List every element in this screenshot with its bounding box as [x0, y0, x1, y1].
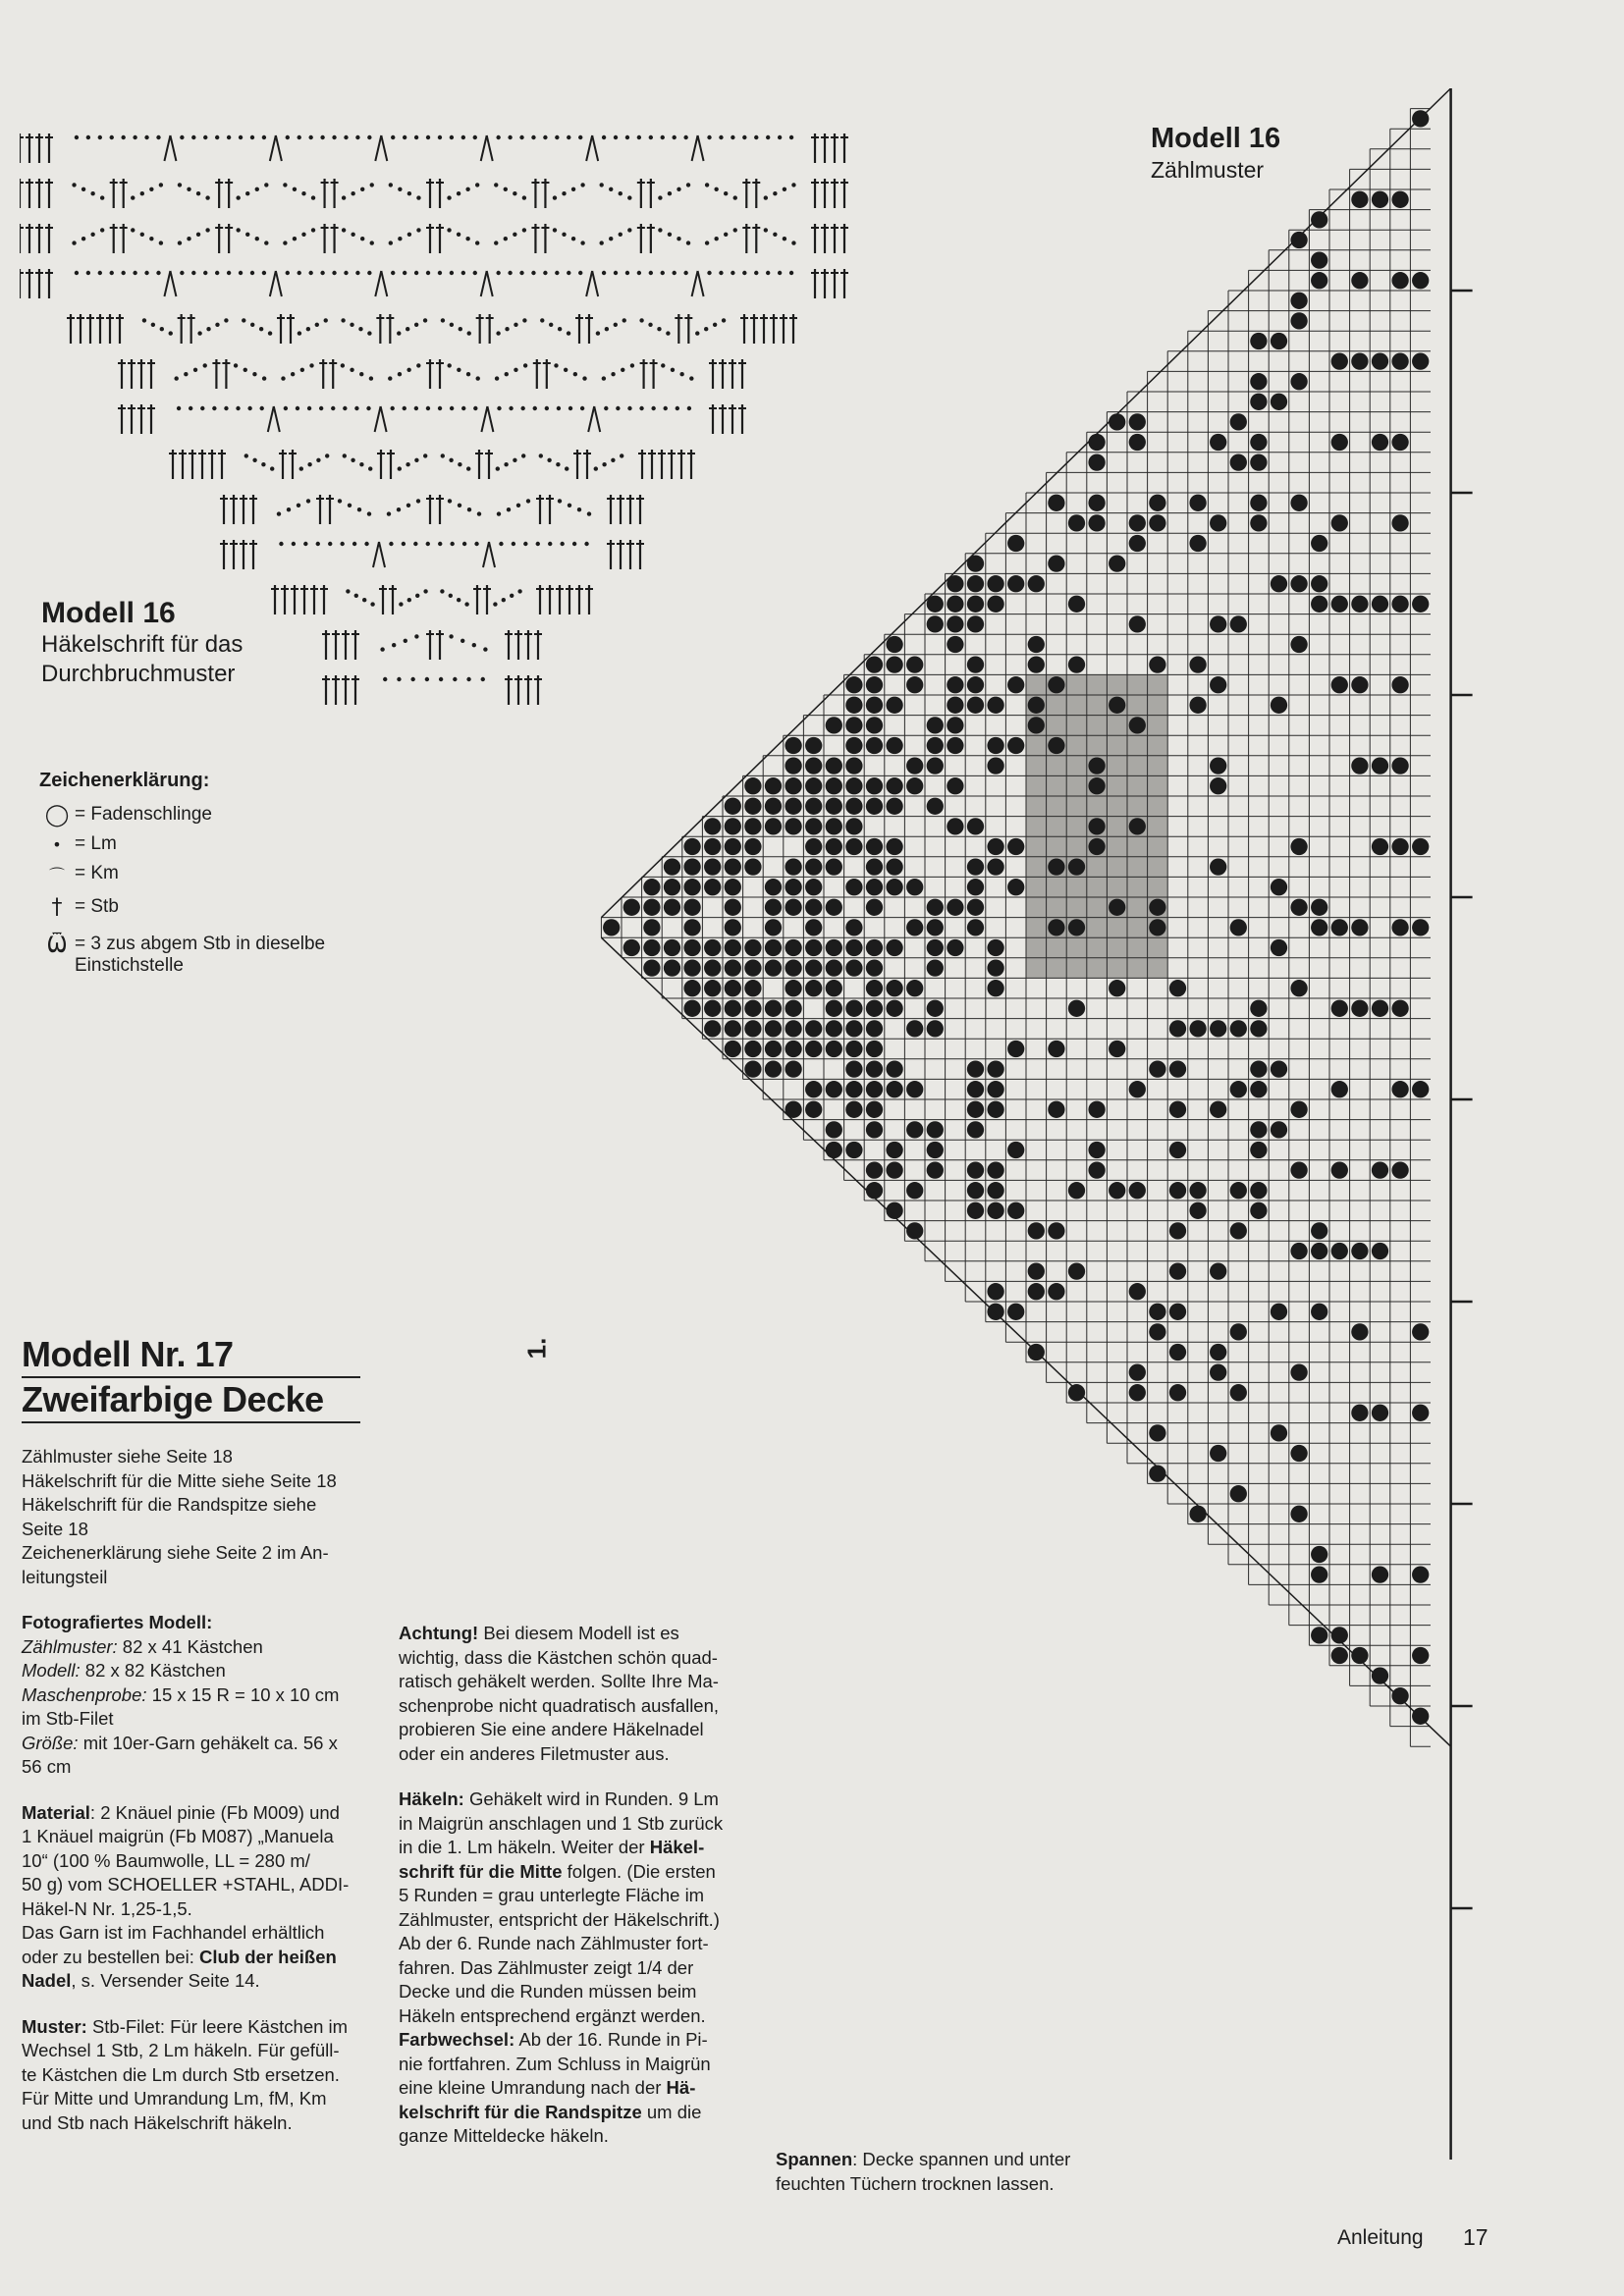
- material-line: Das Garn ist im Fachhandel erhältlich: [22, 1922, 325, 1943]
- achtung-line: oder ein anderes Filetmuster aus.: [399, 1742, 670, 1764]
- foto-val: 56 cm: [22, 1756, 72, 1777]
- ref-line: leitungsteil: [22, 1566, 108, 1587]
- foto-line: [22, 1732, 360, 1756]
- foto-line: [22, 1707, 360, 1732]
- ref-line: Zeichenerklärung siehe Seite 2 im An-: [22, 1542, 329, 1563]
- material-line: 10“ (100 % Baumwolle, LL = 280 m/: [22, 1849, 310, 1871]
- foto-line: [22, 1635, 360, 1660]
- row-start-label: 1.: [521, 1337, 552, 1360]
- spannen: [776, 2148, 1149, 2196]
- material: [22, 1801, 360, 1994]
- haekeln-label: Häkeln:: [399, 1789, 464, 1809]
- modell17-refs: [22, 1445, 360, 1589]
- haekeln-line: [399, 1788, 744, 1812]
- material-text: , s. Versender Seite 14.: [71, 1970, 260, 1991]
- material-label: Material: [22, 1801, 90, 1823]
- foto-key: Zählmuster:: [22, 1635, 118, 1657]
- haekeln-line: [399, 1836, 744, 1860]
- dagger-icon: †: [51, 894, 63, 920]
- haekeln: [399, 1788, 744, 2149]
- zaehlmuster-caption: [1151, 122, 1280, 185]
- achtung-line: probieren Sie eine andere Häkelnadel: [399, 1719, 704, 1739]
- haekeln-bold: Häkel-: [649, 1837, 705, 1857]
- material-line: Häkel-N Nr. 1,25-1,5.: [22, 1897, 192, 1919]
- foto-line: [22, 1683, 360, 1708]
- foto-val: mit 10er-Garn gehäkelt ca. 56 x: [78, 1732, 338, 1753]
- achtung-text: Bei diesem Modell ist es: [478, 1623, 679, 1643]
- haekeln-line: 5 Runden = grau unterlegte Fläche im: [399, 1885, 705, 1905]
- modell17-title: Modell Nr. 17: [22, 1334, 234, 1374]
- legend-item-km: [39, 859, 452, 888]
- spannen-text: : Decke spannen und unter: [852, 2149, 1071, 2169]
- foto-title: Fotografiertes Modell:: [22, 1612, 213, 1632]
- material-line: [22, 1801, 360, 1826]
- legend-label-2: Einstichstelle: [75, 955, 184, 976]
- foto-val: 15 x 15 R = 10 x 10 cm: [146, 1683, 340, 1705]
- fotografiertes-modell: [22, 1611, 360, 1780]
- material-text: : 2 Knäuel pinie (Fb M009) und: [89, 1801, 340, 1823]
- haekeln-line: [399, 1860, 744, 1885]
- haekeln-line: Ab der 6. Runde nach Zählmuster fort-: [399, 1933, 709, 1953]
- haekeln-line: Zählmuster, entspricht der Häkelschrift.): [399, 1908, 720, 1930]
- haekeln-bold-2: schrift für die Mitte: [399, 1860, 563, 1882]
- material-line: 50 g) vom SCHOELLER +STAHL, ADDI-: [22, 1874, 350, 1895]
- dot-icon: •: [52, 834, 62, 854]
- modell17-subtitle: Zweifarbige Decke: [22, 1379, 324, 1419]
- achtung-line: wichtig, dass die Kästchen schön quad-: [399, 1646, 718, 1668]
- legend-label: = Lm: [75, 833, 117, 854]
- foto-line: [22, 1659, 360, 1683]
- legend-title: Zeichenerklärung:: [39, 770, 210, 791]
- muster-line: Wechsel 1 Stb, 2 Lm häkeln. Für gefüll-: [22, 2040, 340, 2060]
- column-2: [399, 1622, 744, 2149]
- circle-icon: ◯: [44, 802, 70, 828]
- haekeln-line: Decke und die Runden müssen beim: [399, 1981, 697, 2002]
- haekeln-line: fahren. Das Zählmuster zeigt 1/4 der: [399, 1956, 694, 1978]
- haekeln-text: in die 1. Lm häkeln. Weiter der: [399, 1837, 650, 1857]
- achtung-line: ratisch gehäkelt werden. Sollte Ihre Ma-: [399, 1671, 719, 1691]
- zaehlmuster-subtitle: Zählmuster: [1151, 157, 1265, 183]
- achtung-line: [399, 1622, 744, 1646]
- club-name-2: Nadel: [22, 1970, 72, 1991]
- achtung-line: schenprobe nicht quadratisch ausfallen,: [399, 1694, 720, 1716]
- legend-item-3stb: [39, 934, 452, 977]
- material-line: [22, 1946, 360, 1970]
- modell16-subtitle-1: Häkelschrift für das: [41, 631, 244, 658]
- muster-label: Muster:: [22, 2015, 87, 2037]
- legend-item-stb: [39, 888, 452, 926]
- farb-line: [399, 2076, 744, 2101]
- haekeln-line: Häkeln entsprechend ergänzt werden.: [399, 2004, 706, 2026]
- material-line: 1 Knäuel maigrün (Fb M087) „Manuela: [22, 1826, 334, 1846]
- material-text: oder zu bestellen bei:: [22, 1946, 200, 1967]
- foto-line: [22, 1755, 360, 1780]
- muster-line: Für Mitte und Umrandung Lm, fM, Km: [22, 2088, 327, 2109]
- ref-line: Häkelschrift für die Randspitze siehe: [22, 1494, 317, 1515]
- legend-item-lm: [39, 829, 452, 859]
- club-name: Club der heißen: [199, 1946, 337, 1967]
- modell16-title: Modell 16: [41, 597, 176, 629]
- farb-label: Farbwechsel:: [399, 2029, 515, 2050]
- muster-line: und Stb nach Häkelschrift häkeln.: [22, 2111, 293, 2133]
- ref-line: Häkelschrift für die Mitte siehe Seite 18: [22, 1469, 337, 1491]
- spannen-line: feuchten Tüchern trocknen lassen.: [776, 2172, 1055, 2194]
- legend-label: = Fadenschlinge: [75, 804, 212, 825]
- farb-text: eine kleine Umrandung nach der: [399, 2077, 667, 2098]
- page-number: 17: [1463, 2224, 1489, 2250]
- farb-line: nie fortfahren. Zum Schluss in Maigrün: [399, 2053, 711, 2074]
- material-line: [22, 1969, 360, 1994]
- foto-key: Modell:: [22, 1660, 81, 1681]
- arc-icon: ⌒: [48, 865, 65, 884]
- muster-text: Stb-Filet: Für leere Kästchen im: [86, 2015, 349, 2037]
- footer-section: Anleitung: [1337, 2226, 1424, 2249]
- achtung: [399, 1622, 744, 1766]
- foto-val: 82 x 41 Kästchen: [117, 1635, 263, 1657]
- farb-line: [399, 2028, 744, 2053]
- legend: [39, 770, 452, 977]
- achtung-label: Achtung!: [399, 1623, 479, 1643]
- ref-line: Seite 18: [22, 1518, 88, 1539]
- farb-bold: Hä-: [666, 2077, 696, 2098]
- spannen-line: [776, 2148, 1149, 2172]
- legend-label: = Stb: [75, 896, 119, 917]
- foto-val: im Stb-Filet: [22, 1708, 114, 1729]
- muster: [22, 2015, 360, 2136]
- cluster-icon: Ѿ: [46, 934, 68, 958]
- legend-item-fadenschlinge: [39, 800, 452, 829]
- modell17-section: [22, 1333, 360, 2135]
- muster-line: [22, 2015, 360, 2040]
- spannen-label: Spannen: [776, 2149, 853, 2169]
- haekeln-text: Gehäkelt wird in Runden. 9 Lm: [463, 1789, 719, 1809]
- legend-label: = Km: [75, 863, 119, 883]
- ref-line: Zählmuster siehe Seite 18: [22, 1446, 233, 1467]
- farb-text: Ab der 16. Runde in Pi-: [514, 2029, 708, 2050]
- modell16-subtitle-2: Durchbruchmuster: [41, 661, 236, 687]
- farb-line: [399, 2101, 744, 2125]
- foto-key: Maschenprobe:: [22, 1683, 147, 1705]
- farb-bold-2: kelschrift für die Randspitze: [399, 2101, 642, 2122]
- foto-val: 82 x 82 Kästchen: [80, 1660, 226, 1681]
- legend-label: = 3 zus abgem Stb in dieselbe: [75, 934, 326, 954]
- zaehlmuster-title: Modell 16: [1151, 123, 1281, 154]
- farb-line: ganze Mitteldecke häkeln.: [399, 2125, 609, 2146]
- farb-text: um die: [641, 2101, 702, 2122]
- subtitle-rule: [22, 1421, 360, 1423]
- muster-line: te Kästchen die Lm durch Stb ersetzen.: [22, 2063, 340, 2085]
- haekeln-line: in Maigrün anschlagen und 1 Stb zurück: [399, 1812, 724, 1834]
- haekeln-text: folgen. (Die ersten: [562, 1860, 716, 1882]
- modell16-caption: [41, 597, 243, 689]
- foto-key: Größe:: [22, 1732, 79, 1753]
